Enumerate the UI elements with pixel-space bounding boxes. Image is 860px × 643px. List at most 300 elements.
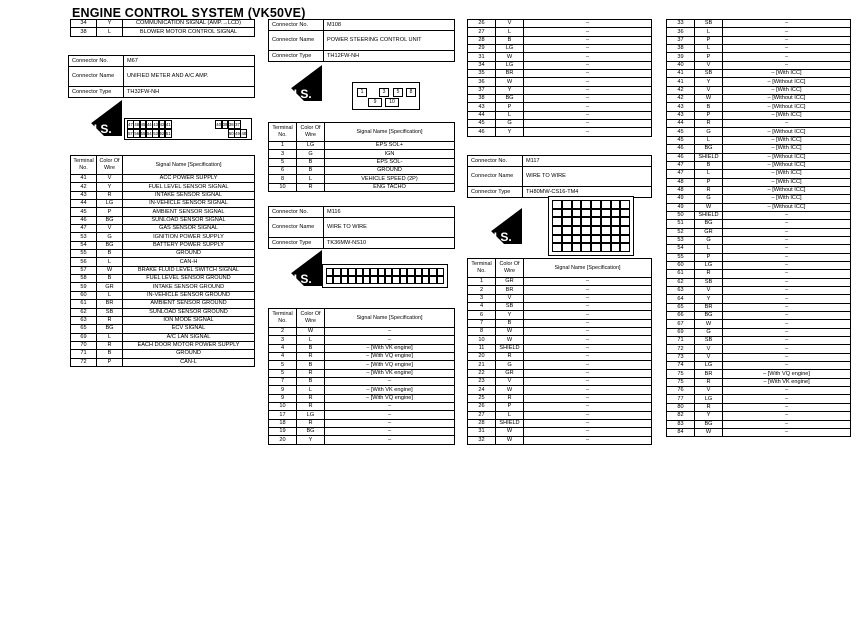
wire-color-cell: SB bbox=[695, 337, 723, 345]
signal-name-cell: – bbox=[723, 403, 851, 411]
table-row bbox=[468, 20, 652, 28]
terminal-no-cell: 1 bbox=[468, 278, 496, 286]
terminal-no-cell: 2 bbox=[468, 286, 496, 294]
signal-name-cell: COMMUNICATION SIGNAL (AMP.→LCD) bbox=[123, 20, 255, 28]
connector-pin bbox=[591, 200, 601, 209]
terminal-no-cell: 46 bbox=[71, 216, 97, 224]
terminal-no-cell: 28 bbox=[468, 419, 496, 427]
table-row bbox=[468, 436, 652, 444]
signal-name-cell: – [With ICC] bbox=[723, 136, 851, 144]
m116-connector-type: TK36MW-NS10 bbox=[324, 238, 455, 249]
connector-pin bbox=[611, 226, 621, 235]
table-row bbox=[667, 236, 851, 244]
m67-connector-no: M67 bbox=[124, 56, 255, 67]
terminal-no-cell: 55 bbox=[667, 253, 695, 261]
terminal-no-cell: 73 bbox=[667, 353, 695, 361]
signal-name-cell: EPS SOL+ bbox=[325, 142, 455, 150]
wire-color-cell: B bbox=[97, 275, 123, 283]
hs-symbol-m117 bbox=[470, 206, 526, 246]
table-row bbox=[667, 136, 851, 144]
terminal-no-cell: 51 bbox=[667, 220, 695, 228]
signal-name-cell: – bbox=[723, 270, 851, 278]
signal-name-cell: – [With VQ engine] bbox=[325, 394, 455, 402]
signal-name-cell: – bbox=[524, 311, 652, 319]
signal-name-cell: – bbox=[723, 228, 851, 236]
connector-pin bbox=[552, 209, 562, 218]
terminal-no-cell: 53 bbox=[71, 233, 97, 241]
signal-name-cell: – bbox=[524, 403, 652, 411]
table-row bbox=[71, 200, 255, 208]
signal-name-cell: – bbox=[524, 28, 652, 36]
terminal-no-cell: 66 bbox=[667, 312, 695, 320]
connector-pin bbox=[581, 209, 591, 218]
table-row bbox=[71, 250, 255, 258]
signal-name-cell: – [With VQ engine] bbox=[325, 353, 455, 361]
wire-color-cell: W bbox=[297, 328, 325, 336]
connector-pin: 42 bbox=[159, 122, 165, 127]
table-row bbox=[71, 275, 255, 283]
terminal-no-cell: 46 bbox=[667, 145, 695, 153]
table-row bbox=[667, 53, 851, 61]
signal-name-cell: – bbox=[524, 103, 652, 111]
table-row bbox=[468, 103, 652, 111]
connector-pin bbox=[572, 243, 582, 252]
connector-pin bbox=[591, 209, 601, 218]
wire-color-cell: GR bbox=[97, 283, 123, 291]
wire-color-cell: L bbox=[695, 170, 723, 178]
signal-name-cell: – bbox=[723, 278, 851, 286]
signal-name-cell: – bbox=[723, 295, 851, 303]
wire-color-cell: B bbox=[297, 158, 325, 166]
terminal-no-cell: 29 bbox=[468, 45, 496, 53]
signal-name-cell: CAN-H bbox=[123, 258, 255, 266]
table-row bbox=[269, 403, 455, 411]
wire-color-cell: V bbox=[496, 294, 524, 302]
table-row bbox=[468, 428, 652, 436]
table-row bbox=[468, 378, 652, 386]
signal-name-cell: – bbox=[325, 336, 455, 344]
wire-color-cell: P bbox=[97, 358, 123, 366]
terminal-no-cell: 4 bbox=[468, 303, 496, 311]
signal-name-cell: – bbox=[723, 320, 851, 328]
terminal-no-cell: 38 bbox=[468, 95, 496, 103]
signal-name-cell: – bbox=[723, 395, 851, 403]
signal-name-cell: ENG TACHO bbox=[325, 183, 455, 191]
hs-label: H.S. bbox=[288, 272, 312, 286]
terminal-no-cell: 5 bbox=[269, 369, 297, 377]
table-row bbox=[71, 241, 255, 249]
connector-pin bbox=[370, 268, 377, 276]
connector-pin bbox=[363, 268, 370, 276]
wire-color-cell: G bbox=[695, 328, 723, 336]
wire-color-cell: W bbox=[97, 266, 123, 274]
connector-name-label: Connector Name bbox=[269, 31, 324, 51]
signal-name-cell: – [Without ICC] bbox=[723, 128, 851, 136]
connector-name-label: Connector Name bbox=[69, 67, 124, 87]
connector-pin: 53 bbox=[153, 131, 158, 136]
signal-name-cell: – bbox=[723, 312, 851, 320]
connector-pin bbox=[581, 226, 591, 235]
connector-pin bbox=[562, 200, 572, 209]
signal-name-cell: – [Without ICC] bbox=[723, 153, 851, 161]
terminal-no-cell: 7 bbox=[468, 319, 496, 327]
table-row bbox=[71, 333, 255, 341]
signal-name-cell: – [With VK engine] bbox=[325, 344, 455, 352]
terminal-no-cell: 54 bbox=[667, 245, 695, 253]
col4-continuation-rows bbox=[667, 20, 851, 437]
m108-connector-face bbox=[352, 82, 420, 110]
terminal-no-cell: 27 bbox=[468, 28, 496, 36]
hs-symbol-m116 bbox=[270, 248, 326, 288]
table-row bbox=[468, 403, 652, 411]
m116-connector-face bbox=[322, 264, 448, 288]
table-row bbox=[667, 70, 851, 78]
table-row bbox=[468, 361, 652, 369]
table-row bbox=[269, 411, 455, 419]
signal-name-cell: – bbox=[723, 261, 851, 269]
table-row bbox=[269, 428, 455, 436]
terminal-no-cell: 67 bbox=[667, 320, 695, 328]
terminal-no-cell: 47 bbox=[71, 225, 97, 233]
wire-color-cell: R bbox=[695, 186, 723, 194]
table-row bbox=[269, 369, 455, 377]
connector-pin bbox=[591, 235, 601, 244]
signal-name-cell: – bbox=[325, 328, 455, 336]
signal-name-cell: – bbox=[723, 328, 851, 336]
signal-name-cell: – bbox=[723, 61, 851, 69]
signal-name-cell: ION MODE SIGNAL bbox=[123, 316, 255, 324]
connector-pin bbox=[581, 243, 591, 252]
wire-color-cell: BG bbox=[97, 241, 123, 249]
connector-pin bbox=[611, 243, 621, 252]
connector-pin bbox=[562, 217, 572, 226]
signal-name-cell: – bbox=[723, 253, 851, 261]
terminal-no-cell: 35 bbox=[468, 70, 496, 78]
terminal-no-cell: 32 bbox=[468, 436, 496, 444]
table-row bbox=[269, 378, 455, 386]
table-row bbox=[468, 386, 652, 394]
signal-name-cell: – bbox=[524, 53, 652, 61]
table-row bbox=[667, 261, 851, 269]
connector-pin: 48 bbox=[241, 131, 247, 136]
terminal-no-cell: 38 bbox=[667, 45, 695, 53]
terminal-no-cell: 31 bbox=[468, 428, 496, 436]
table-row bbox=[71, 183, 255, 191]
terminal-no-cell: 3 bbox=[269, 336, 297, 344]
col4-continuation-table bbox=[666, 19, 851, 437]
table-row bbox=[71, 225, 255, 233]
connector-pin bbox=[392, 268, 399, 276]
wire-color-cell: LG bbox=[695, 395, 723, 403]
wire-color-cell: B bbox=[496, 319, 524, 327]
wire-color-cell: SB bbox=[695, 20, 723, 28]
terminal-no-cell: 37 bbox=[667, 36, 695, 44]
connector-pin bbox=[333, 268, 340, 276]
wire-color-cell: Y bbox=[297, 436, 325, 444]
wire-color-cell: L bbox=[695, 136, 723, 144]
connector-pin: 46 bbox=[134, 122, 140, 127]
wire-color-cell: BG bbox=[97, 325, 123, 333]
signal-name-cell: – [With VQ engine] bbox=[723, 370, 851, 378]
wire-color-cell: L bbox=[297, 175, 325, 183]
table-row bbox=[269, 361, 455, 369]
table-row bbox=[71, 283, 255, 291]
wire-color-cell: L bbox=[496, 111, 524, 119]
connector-pin bbox=[611, 217, 621, 226]
m117-info-table bbox=[467, 155, 652, 198]
signal-name-cell: – bbox=[524, 294, 652, 302]
wire-color-cell: B bbox=[297, 167, 325, 175]
hs-label: H.S. bbox=[488, 230, 512, 244]
table-row bbox=[269, 336, 455, 344]
table-row bbox=[667, 86, 851, 94]
table-row bbox=[667, 203, 851, 211]
signal-name-cell: – bbox=[524, 411, 652, 419]
wire-color-cell: B bbox=[695, 161, 723, 169]
signal-name-header: Signal Name [Specification] bbox=[325, 123, 455, 142]
wire-color-cell: R bbox=[297, 419, 325, 427]
wire-color-cell: B bbox=[97, 250, 123, 258]
signal-name-cell: BATTERY POWER SUPPLY bbox=[123, 241, 255, 249]
terminal-no-cell: 75 bbox=[667, 370, 695, 378]
terminal-no-cell: 45 bbox=[667, 136, 695, 144]
connector-name-label: Connector Name bbox=[269, 218, 324, 238]
terminal-no-cell: 49 bbox=[667, 195, 695, 203]
connector-pin bbox=[572, 200, 582, 209]
signal-name-cell: – [With ICC] bbox=[723, 86, 851, 94]
table-row bbox=[468, 411, 652, 419]
terminal-no-cell: 69 bbox=[71, 333, 97, 341]
terminal-no-cell: 60 bbox=[667, 261, 695, 269]
signal-name-cell: – bbox=[524, 378, 652, 386]
connector-pin bbox=[620, 226, 630, 235]
m108-pin: 10 bbox=[385, 98, 399, 107]
table-row bbox=[667, 328, 851, 336]
signal-name-cell: – bbox=[325, 411, 455, 419]
terminal-no-cell: 63 bbox=[71, 316, 97, 324]
signal-name-cell: – [With ICC] bbox=[723, 70, 851, 78]
table-row bbox=[269, 436, 455, 444]
connector-pin: 49 bbox=[235, 131, 240, 136]
wire-color-cell: R bbox=[695, 120, 723, 128]
wire-color-cell: BG bbox=[97, 216, 123, 224]
wire-color-cell: BG bbox=[297, 428, 325, 436]
table-row bbox=[667, 337, 851, 345]
table-row bbox=[71, 325, 255, 333]
m108-pin: 5 bbox=[393, 88, 403, 97]
signal-name-cell: – [Without ICC] bbox=[723, 186, 851, 194]
wire-color-cell: V bbox=[695, 387, 723, 395]
table-row bbox=[468, 36, 652, 44]
table-row bbox=[667, 36, 851, 44]
signal-name-cell: – [Without ICC] bbox=[723, 78, 851, 86]
connector-pin bbox=[562, 226, 572, 235]
wire-color-cell: L bbox=[496, 28, 524, 36]
table-row bbox=[667, 111, 851, 119]
terminal-no-cell: 34 bbox=[468, 61, 496, 69]
signal-name-header: Signal Name [Specification] bbox=[325, 309, 455, 328]
table-row bbox=[71, 20, 255, 28]
table-row bbox=[71, 208, 255, 216]
m117-connector-face bbox=[548, 196, 634, 256]
table-row bbox=[71, 216, 255, 224]
signal-name-cell: EPS SOL- bbox=[325, 158, 455, 166]
signal-name-cell: – bbox=[524, 70, 652, 78]
terminal-no-cell: 82 bbox=[667, 412, 695, 420]
terminal-no-cell: 40 bbox=[667, 61, 695, 69]
connector-pin bbox=[378, 276, 385, 284]
signal-name-cell: – bbox=[524, 344, 652, 352]
table-row bbox=[269, 158, 455, 166]
wire-color-cell: R bbox=[297, 353, 325, 361]
connector-pin bbox=[562, 209, 572, 218]
hs-triangle-icon bbox=[270, 248, 326, 288]
terminal-no-cell: 9 bbox=[269, 394, 297, 402]
terminal-no-cell: 58 bbox=[71, 275, 97, 283]
connector-pin bbox=[572, 209, 582, 218]
terminal-no-cell: 84 bbox=[667, 428, 695, 436]
m108-info-table bbox=[268, 19, 455, 62]
connector-pin bbox=[415, 276, 422, 284]
wire-color-cell: R bbox=[695, 403, 723, 411]
table-row bbox=[71, 300, 255, 308]
wire-color-cell: Y bbox=[695, 78, 723, 86]
wire-color-cell: B bbox=[695, 103, 723, 111]
table-row bbox=[269, 394, 455, 402]
wire-color-cell: W bbox=[496, 78, 524, 86]
table-row bbox=[269, 386, 455, 394]
table-row bbox=[667, 61, 851, 69]
wire-color-cell: L bbox=[297, 386, 325, 394]
connector-pin: 40 bbox=[216, 122, 221, 127]
terminal-no-cell: 6 bbox=[269, 167, 297, 175]
wire-color-cell: P bbox=[695, 53, 723, 61]
m67-connector-face bbox=[124, 118, 252, 140]
terminal-no-cell: 18 bbox=[269, 419, 297, 427]
connector-pin bbox=[581, 217, 591, 226]
terminal-no-cell: 23 bbox=[468, 378, 496, 386]
wire-color-cell: Y bbox=[97, 20, 123, 28]
wire-color-cell: BG bbox=[695, 145, 723, 153]
terminal-no-cell: 61 bbox=[71, 300, 97, 308]
hs-triangle-icon bbox=[470, 206, 526, 246]
terminal-no-cell: 43 bbox=[667, 103, 695, 111]
table-row bbox=[468, 45, 652, 53]
wire-color-cell: G bbox=[97, 233, 123, 241]
connector-pin bbox=[552, 226, 562, 235]
wire-color-cell: R bbox=[695, 378, 723, 386]
wire-color-cell: G bbox=[496, 361, 524, 369]
table-row bbox=[667, 420, 851, 428]
connector-pin bbox=[611, 209, 621, 218]
signal-name-cell: – bbox=[723, 420, 851, 428]
terminal-no-cell: 47 bbox=[667, 170, 695, 178]
signal-name-cell: – bbox=[723, 412, 851, 420]
terminal-no-cell: 33 bbox=[667, 20, 695, 28]
m117-connector-type: TH80MW-CS16-TM4 bbox=[523, 187, 652, 198]
terminal-no-cell: 56 bbox=[71, 258, 97, 266]
terminal-no-cell: 46 bbox=[468, 128, 496, 136]
signal-name-cell: – [With VK engine] bbox=[723, 378, 851, 386]
terminal-no-cell: 71 bbox=[71, 350, 97, 358]
wire-color-cell: BR bbox=[695, 370, 723, 378]
table-row bbox=[667, 295, 851, 303]
terminal-no-cell: 41 bbox=[667, 70, 695, 78]
wire-color-cell: G bbox=[297, 150, 325, 158]
wire-color-cell: B bbox=[297, 344, 325, 352]
terminal-no-cell: 3 bbox=[269, 150, 297, 158]
connector-pin: 47 bbox=[128, 122, 133, 127]
wire-color-cell: V bbox=[695, 287, 723, 295]
wire-color-cell: G bbox=[695, 128, 723, 136]
wire-color-cell: R bbox=[297, 403, 325, 411]
terminal-no-cell: 62 bbox=[667, 278, 695, 286]
signal-name-cell: – [With VQ engine] bbox=[325, 361, 455, 369]
table-row bbox=[468, 278, 652, 286]
connector-pin bbox=[620, 200, 630, 209]
terminal-no-cell: 80 bbox=[667, 403, 695, 411]
signal-name-cell: GROUND bbox=[123, 250, 255, 258]
wire-color-cell: BG bbox=[695, 312, 723, 320]
terminal-no-cell: 43 bbox=[468, 103, 496, 111]
table-row bbox=[667, 186, 851, 194]
terminal-no-cell: 64 bbox=[667, 295, 695, 303]
table-row bbox=[269, 419, 455, 427]
table-row bbox=[468, 28, 652, 36]
wire-color-cell: R bbox=[97, 316, 123, 324]
table-row bbox=[269, 175, 455, 183]
terminal-no-cell: 10 bbox=[269, 403, 297, 411]
signal-name-cell: – bbox=[723, 28, 851, 36]
signal-name-cell: – bbox=[325, 436, 455, 444]
terminal-no-cell: 39 bbox=[667, 53, 695, 61]
connector-pin bbox=[400, 268, 407, 276]
signal-name-cell: – bbox=[524, 394, 652, 402]
table-row bbox=[468, 128, 652, 136]
wire-color-cell: Y bbox=[496, 86, 524, 94]
m108-connector-name: POWER STEERING CONTROL UNIT bbox=[324, 31, 455, 51]
terminal-no-cell: 36 bbox=[667, 28, 695, 36]
page-title: ENGINE CONTROL SYSTEM (VK50VE) bbox=[72, 6, 306, 20]
table-row bbox=[71, 258, 255, 266]
table-row bbox=[71, 350, 255, 358]
wire-color-cell: V bbox=[695, 61, 723, 69]
color-of-wire-header: Color Of Wire bbox=[297, 123, 325, 142]
terminal-no-cell: 65 bbox=[667, 303, 695, 311]
terminal-no-cell: 4 bbox=[269, 353, 297, 361]
wire-color-cell: B bbox=[297, 378, 325, 386]
terminal-no-cell: 45 bbox=[667, 128, 695, 136]
signal-name-cell: – bbox=[723, 362, 851, 370]
connector-pin bbox=[333, 276, 340, 284]
wire-color-cell: W bbox=[695, 428, 723, 436]
terminal-no-cell: 36 bbox=[468, 78, 496, 86]
table-row bbox=[468, 95, 652, 103]
table-row bbox=[667, 320, 851, 328]
table-row bbox=[468, 111, 652, 119]
terminal-no-cell: 55 bbox=[71, 250, 97, 258]
wire-color-cell: W bbox=[695, 320, 723, 328]
connector-pin bbox=[385, 268, 392, 276]
terminal-no-cell: 53 bbox=[667, 236, 695, 244]
wire-color-cell: V bbox=[695, 86, 723, 94]
wire-color-cell: L bbox=[97, 28, 123, 36]
table-row bbox=[667, 170, 851, 178]
table-row bbox=[667, 362, 851, 370]
signal-name-cell: – bbox=[524, 86, 652, 94]
terminal-no-cell: 70 bbox=[71, 341, 97, 349]
wire-color-cell: V bbox=[496, 20, 524, 28]
